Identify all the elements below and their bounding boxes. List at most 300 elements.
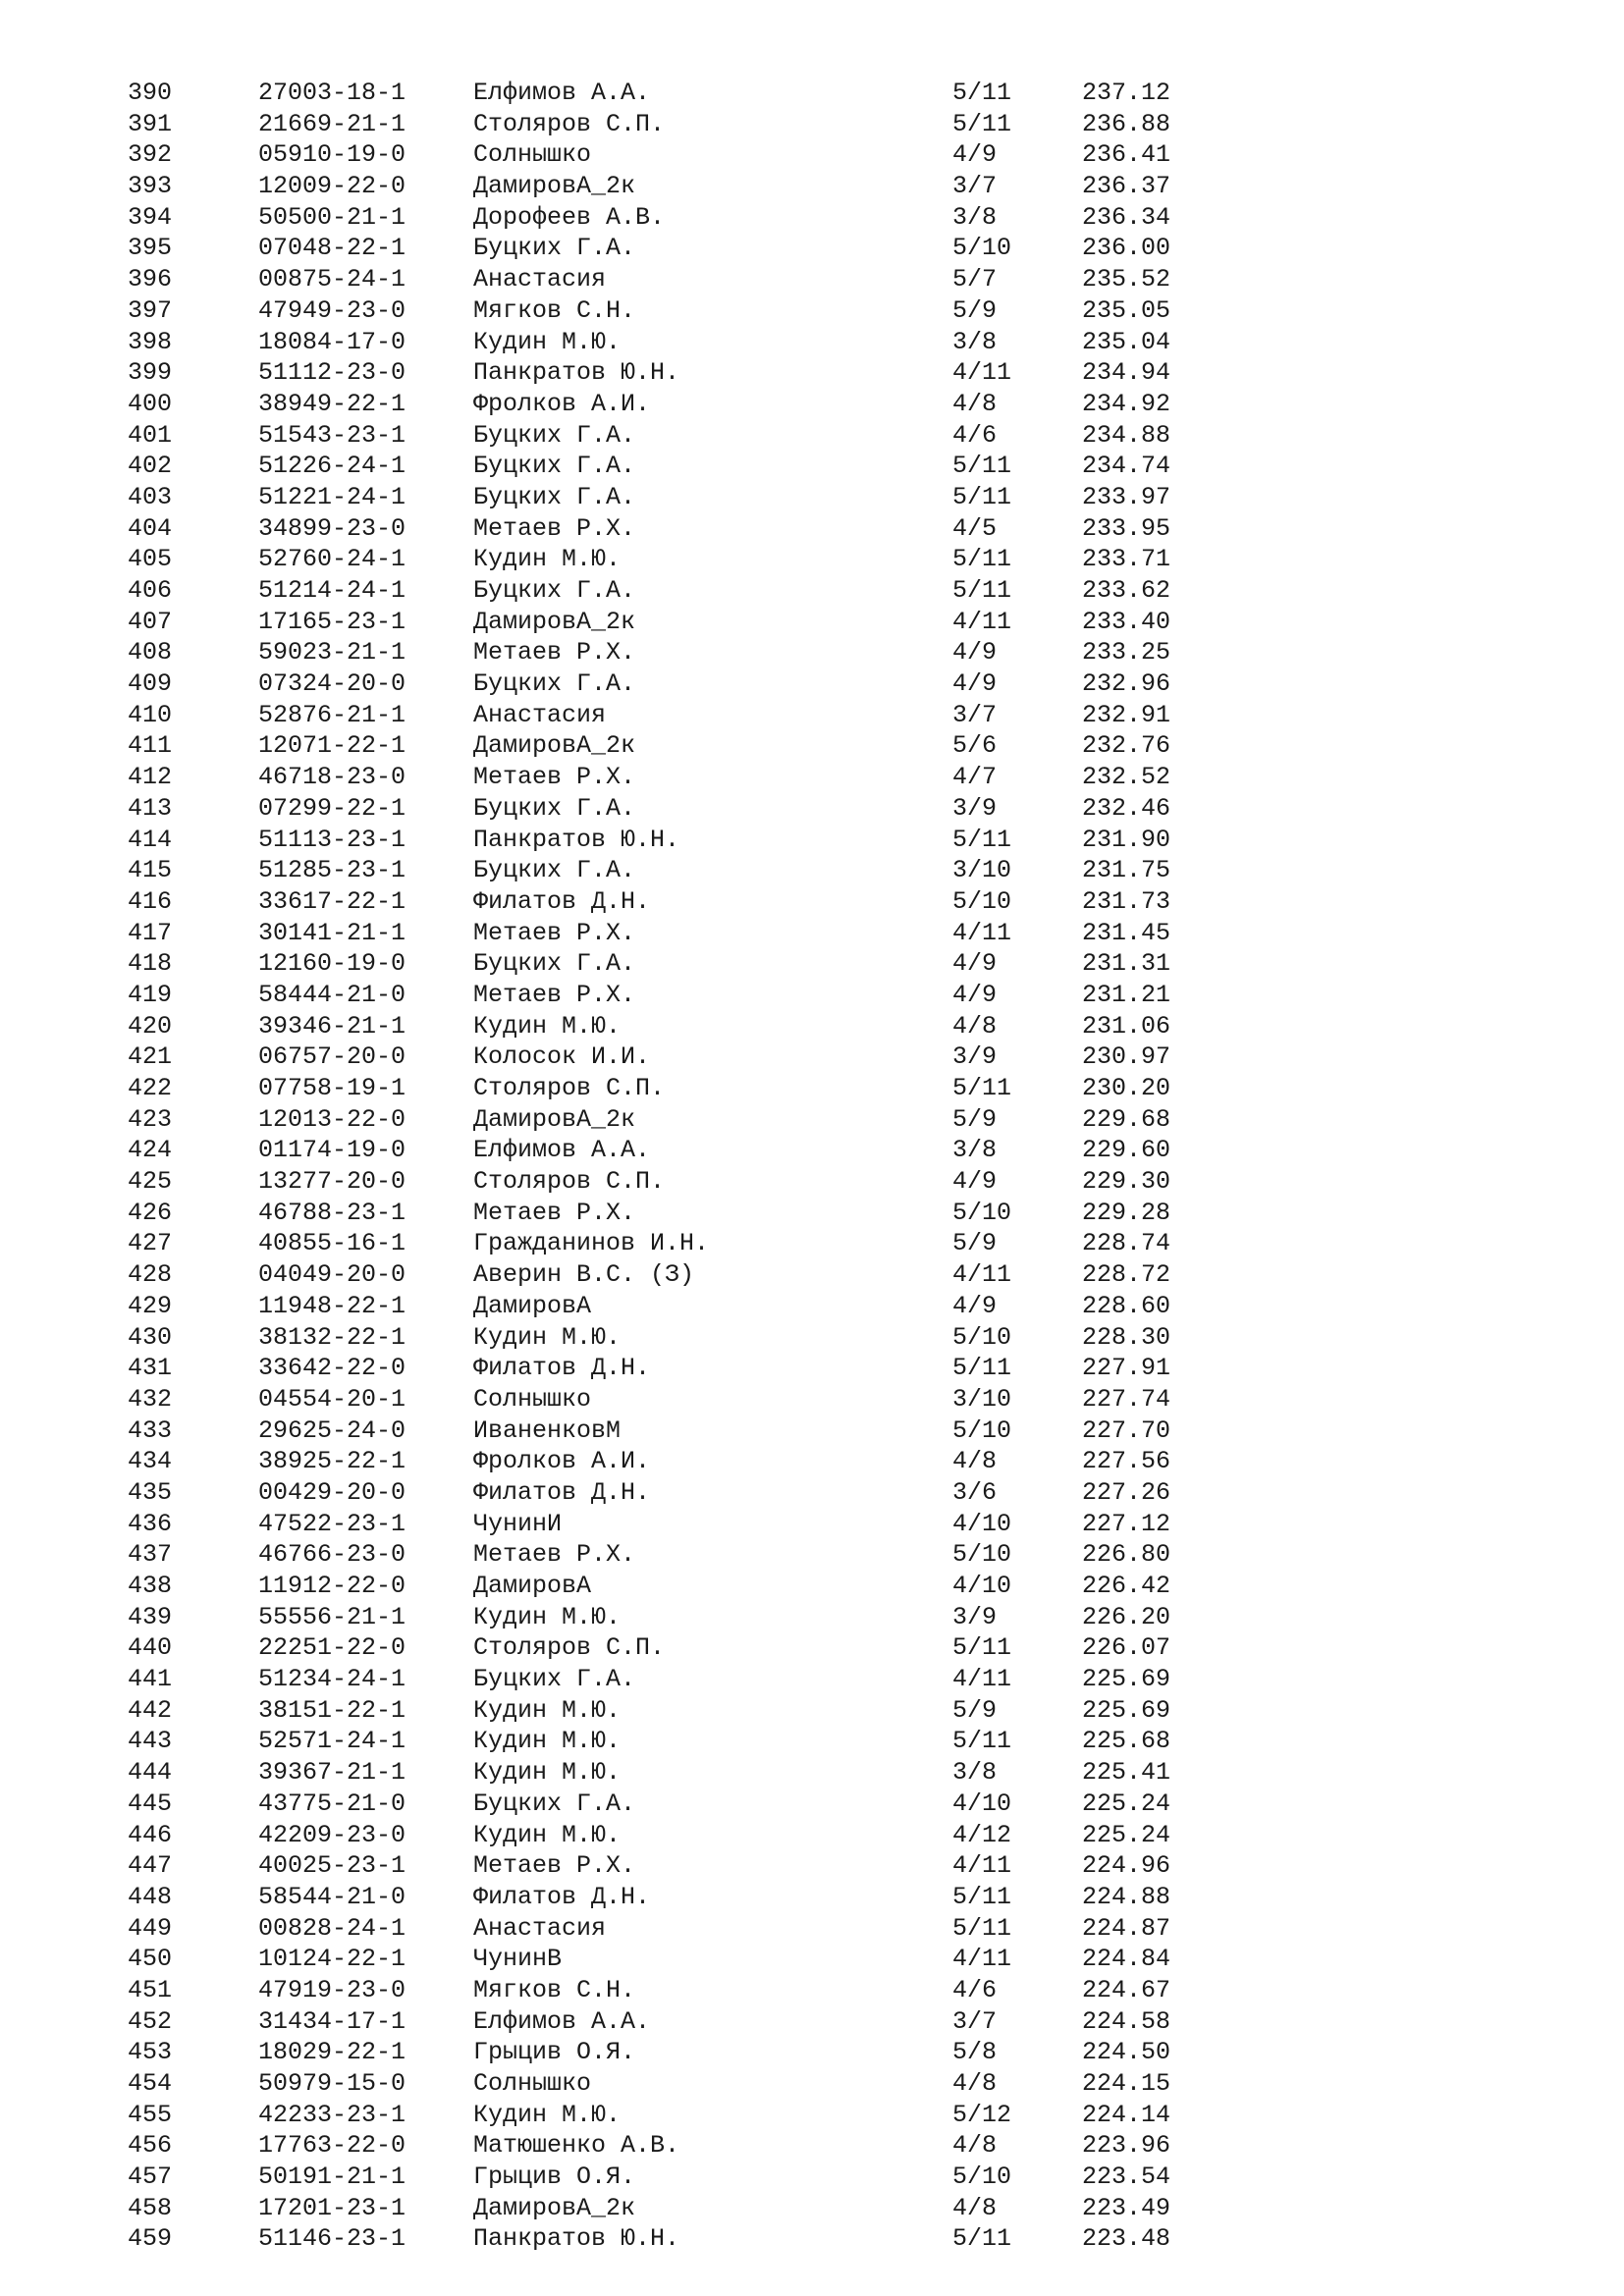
code-cell: 40855-16-1 [258,1229,406,1258]
name-cell: Метаев Р.Х. [473,918,636,947]
score-cell: 235.04 [1082,327,1171,356]
ratio-cell: 5/11 [952,1882,1012,1911]
rank-cell: 449 [128,1913,173,1943]
ratio-cell: 5/11 [952,1727,1012,1756]
name-cell: Метаев Р.Х. [473,1851,636,1881]
ratio-cell: 5/11 [952,576,1012,605]
name-cell: Мягков С.Н. [473,1975,636,2004]
rank-cell: 390 [128,79,173,107]
score-cell: 224.87 [1082,1913,1171,1943]
name-cell: Буцких Г.А. [473,856,636,885]
name-cell: Филатов Д.Н. [473,1354,651,1383]
rank-cell: 420 [128,1011,173,1041]
score-cell: 233.62 [1082,576,1171,605]
rank-cell: 451 [128,1975,173,2004]
score-cell: 229.68 [1082,1104,1171,1134]
name-cell: ЧунинИ [473,1509,563,1538]
ratio-cell: 3/10 [952,856,1012,885]
name-cell: Филатов Д.Н. [473,886,651,916]
name-cell: Грыцив О.Я. [473,2038,636,2067]
score-cell: 233.25 [1082,638,1171,667]
rank-cell: 408 [128,638,173,667]
ratio-cell: 4/9 [952,669,998,699]
score-cell: 223.54 [1082,2163,1171,2192]
name-cell: Кудин М.Ю. [473,1695,622,1725]
rank-cell: 426 [128,1198,173,1227]
name-cell: ДамировА_2к [473,172,636,201]
rank-cell: 411 [128,731,173,761]
rank-cell: 427 [128,1229,173,1258]
name-cell: Филатов Д.Н. [473,1477,651,1507]
ratio-cell: 5/10 [952,1198,1012,1227]
score-cell: 225.69 [1082,1665,1171,1694]
score-cell: 229.60 [1082,1136,1171,1165]
score-cell: 232.96 [1082,669,1171,699]
ratio-cell: 5/11 [952,1913,1012,1943]
ratio-cell: 4/9 [952,949,998,979]
score-cell: 226.42 [1082,1572,1171,1600]
score-cell: 231.06 [1082,1011,1171,1041]
score-cell: 226.07 [1082,1633,1171,1663]
code-cell: 46718-23-0 [258,763,406,792]
rank-cell: 399 [128,358,173,388]
rank-cell: 442 [128,1695,173,1725]
rank-cell: 441 [128,1665,173,1694]
code-cell: 51113-23-1 [258,825,406,854]
code-cell: 00429-20-0 [258,1477,406,1507]
rank-cell: 418 [128,949,173,979]
name-cell: ДамировА [473,1291,592,1320]
code-cell: 42233-23-1 [258,2100,406,2129]
ratio-cell: 5/10 [952,886,1012,916]
rank-cell: 433 [128,1415,173,1445]
rank-cell: 446 [128,1820,173,1849]
score-cell: 227.26 [1082,1477,1171,1507]
code-cell: 27003-18-1 [258,79,406,107]
code-cell: 51221-24-1 [258,482,406,511]
score-cell: 237.12 [1082,79,1171,107]
rank-cell: 405 [128,545,173,574]
score-cell: 231.45 [1082,918,1171,947]
code-cell: 50500-21-1 [258,202,406,232]
name-cell: Елфимов А.А. [473,1136,651,1165]
score-cell: 236.37 [1082,172,1171,201]
code-cell: 38132-22-1 [258,1322,406,1352]
code-cell: 46766-23-0 [258,1540,406,1570]
ratio-cell: 5/11 [952,825,1012,854]
rank-cell: 447 [128,1851,173,1881]
rank-cell: 454 [128,2069,173,2098]
rank-cell: 439 [128,1602,173,1631]
ratio-cell: 4/8 [952,2193,998,2222]
name-cell: Столяров С.П. [473,109,666,138]
ratio-cell: 5/11 [952,452,1012,481]
name-cell: ЧунинВ [473,1945,563,1974]
score-cell: 236.00 [1082,234,1171,263]
score-cell: 232.91 [1082,700,1171,729]
name-cell: Анастасия [473,1913,607,1943]
rank-cell: 401 [128,420,173,450]
code-cell: 12009-22-0 [258,172,406,201]
ratio-cell: 5/10 [952,1415,1012,1445]
score-cell: 230.97 [1082,1042,1171,1072]
rank-cell: 436 [128,1509,173,1538]
score-cell: 226.80 [1082,1540,1171,1570]
score-cell: 223.96 [1082,2131,1171,2161]
code-cell: 18084-17-0 [258,327,406,356]
code-cell: 07324-20-0 [258,669,406,699]
code-cell: 13277-20-0 [258,1167,406,1197]
ratio-cell: 3/8 [952,1758,998,1788]
code-cell: 52571-24-1 [258,1727,406,1756]
name-cell: Елфимов А.А. [473,2006,651,2036]
code-cell: 58444-21-0 [258,980,406,1009]
rank-cell: 400 [128,389,173,418]
rank-cell: 459 [128,2224,173,2254]
rank-cell: 434 [128,1447,173,1476]
code-cell: 17201-23-1 [258,2193,406,2222]
rank-cell: 406 [128,576,173,605]
code-cell: 52876-21-1 [258,700,406,729]
rank-cell: 415 [128,856,173,885]
ratio-cell: 4/6 [952,420,998,450]
rank-cell: 429 [128,1291,173,1320]
name-cell: Панкратов Ю.Н. [473,2224,680,2254]
ratio-cell: 3/8 [952,202,998,232]
rank-cell: 393 [128,172,173,201]
code-cell: 43775-21-0 [258,1789,406,1818]
ratio-cell: 4/9 [952,140,998,170]
rank-cell: 391 [128,109,173,138]
score-cell: 234.88 [1082,420,1171,450]
rank-cell: 419 [128,980,173,1009]
name-cell: Столяров С.П. [473,1167,666,1197]
name-cell: Буцких Г.А. [473,576,636,605]
name-cell: ДамировА [473,1572,592,1600]
name-cell: Кудин М.Ю. [473,1727,622,1756]
rank-cell: 424 [128,1136,173,1165]
score-cell: 225.69 [1082,1695,1171,1725]
ratio-cell: 4/9 [952,980,998,1009]
code-cell: 58544-21-0 [258,1882,406,1911]
score-cell: 228.60 [1082,1291,1171,1320]
ratio-cell: 4/11 [952,918,1012,947]
name-cell: Буцких Г.А. [473,234,636,263]
rank-cell: 409 [128,669,173,699]
name-cell: Гражданинов И.Н. [473,1229,710,1258]
name-cell: ДамировА_2к [473,2193,636,2222]
score-cell: 224.67 [1082,1975,1171,2004]
code-cell: 17763-22-0 [258,2131,406,2161]
code-cell: 39346-21-1 [258,1011,406,1041]
rank-cell: 448 [128,1882,173,1911]
name-cell: Метаев Р.Х. [473,638,636,667]
ratio-cell: 4/10 [952,1572,1012,1600]
ratio-cell: 4/8 [952,1011,998,1041]
score-cell: 231.21 [1082,980,1171,1009]
code-cell: 07299-22-1 [258,793,406,823]
ratio-cell: 5/7 [952,265,998,294]
ratio-cell: 4/12 [952,1820,1012,1849]
score-cell: 232.76 [1082,731,1171,761]
code-cell: 34899-23-0 [258,513,406,543]
rank-cell: 452 [128,2006,173,2036]
score-cell: 225.68 [1082,1727,1171,1756]
score-cell: 225.24 [1082,1789,1171,1818]
name-cell: Буцких Г.А. [473,949,636,979]
rank-cell: 402 [128,452,173,481]
ratio-cell: 5/10 [952,1540,1012,1570]
ratio-cell: 4/11 [952,1945,1012,1974]
score-cell: 233.97 [1082,482,1171,511]
rank-cell: 432 [128,1384,173,1414]
score-cell: 226.20 [1082,1602,1171,1631]
score-cell: 231.73 [1082,886,1171,916]
ratio-cell: 5/11 [952,1633,1012,1663]
score-cell: 224.84 [1082,1945,1171,1974]
code-cell: 31434-17-1 [258,2006,406,2036]
rank-cell: 414 [128,825,173,854]
ratio-cell: 5/9 [952,1104,998,1134]
score-cell: 224.14 [1082,2100,1171,2129]
name-cell: Кудин М.Ю. [473,327,622,356]
ratio-cell: 5/11 [952,79,1012,107]
ratio-cell: 4/9 [952,1291,998,1320]
rank-cell: 458 [128,2193,173,2222]
ratio-cell: 5/11 [952,482,1012,511]
name-cell: Кудин М.Ю. [473,1758,622,1788]
name-cell: Солнышко [473,1384,592,1414]
rank-cell: 423 [128,1104,173,1134]
ratio-cell: 4/5 [952,513,998,543]
code-cell: 29625-24-0 [258,1415,406,1445]
name-cell: Кудин М.Ю. [473,545,622,574]
code-cell: 51112-23-0 [258,358,406,388]
ratio-cell: 5/6 [952,731,998,761]
score-cell: 225.41 [1082,1758,1171,1788]
code-cell: 51226-24-1 [258,452,406,481]
ratio-cell: 4/8 [952,2131,998,2161]
code-cell: 50979-15-0 [258,2069,406,2098]
ratio-cell: 3/7 [952,172,998,201]
code-cell: 51234-24-1 [258,1665,406,1694]
ratio-cell: 4/11 [952,1851,1012,1881]
score-cell: 228.74 [1082,1229,1171,1258]
score-cell: 233.71 [1082,545,1171,574]
ratio-cell: 4/11 [952,607,1012,636]
rank-cell: 412 [128,763,173,792]
rank-cell: 416 [128,886,173,916]
ratio-cell: 5/10 [952,234,1012,263]
code-cell: 51214-24-1 [258,576,406,605]
ratio-cell: 3/9 [952,1042,998,1072]
code-cell: 12071-22-1 [258,731,406,761]
rank-cell: 450 [128,1945,173,1974]
rank-cell: 453 [128,2038,173,2067]
rank-cell: 404 [128,513,173,543]
ratio-cell: 5/11 [952,1074,1012,1102]
ratio-cell: 5/9 [952,295,998,325]
name-cell: Буцких Г.А. [473,420,636,450]
ratio-cell: 5/9 [952,1229,998,1258]
name-cell: Анастасия [473,265,607,294]
code-cell: 51543-23-1 [258,420,406,450]
score-cell: 235.05 [1082,295,1171,325]
code-cell: 12160-19-0 [258,949,406,979]
ratio-cell: 4/9 [952,638,998,667]
ratio-cell: 5/8 [952,2038,998,2067]
code-cell: 38925-22-1 [258,1447,406,1476]
rank-cell: 457 [128,2163,173,2192]
ratio-cell: 4/10 [952,1789,1012,1818]
code-cell: 59023-21-1 [258,638,406,667]
score-cell: 232.46 [1082,793,1171,823]
rank-cell: 445 [128,1789,173,1818]
name-cell: Матюшенко А.В. [473,2131,680,2161]
name-cell: Солнышко [473,2069,592,2098]
name-cell: Филатов Д.Н. [473,1882,651,1911]
score-cell: 236.88 [1082,109,1171,138]
ratio-cell: 4/7 [952,763,998,792]
code-cell: 46788-23-1 [258,1198,406,1227]
score-cell: 232.52 [1082,763,1171,792]
ratio-cell: 5/11 [952,109,1012,138]
name-cell: Метаев Р.Х. [473,763,636,792]
rank-cell: 455 [128,2100,173,2129]
name-cell: Грыцив О.Я. [473,2163,636,2192]
name-cell: Буцких Г.А. [473,793,636,823]
code-cell: 11948-22-1 [258,1291,406,1320]
name-cell: ДамировА_2к [473,731,636,761]
code-cell: 04049-20-0 [258,1260,406,1290]
rank-cell: 425 [128,1167,173,1197]
score-cell: 224.50 [1082,2038,1171,2067]
ratio-cell: 4/10 [952,1509,1012,1538]
code-cell: 07758-19-1 [258,1074,406,1102]
code-cell: 18029-22-1 [258,2038,406,2067]
ratio-cell: 3/9 [952,793,998,823]
score-cell: 233.95 [1082,513,1171,543]
ratio-cell: 3/8 [952,1136,998,1165]
code-cell: 05910-19-0 [258,140,406,170]
rank-cell: 443 [128,1727,173,1756]
ratio-cell: 3/9 [952,1602,998,1631]
rank-cell: 398 [128,327,173,356]
score-cell: 233.40 [1082,607,1171,636]
name-cell: Кудин М.Ю. [473,2100,622,2129]
name-cell: Фролков А.И. [473,1447,651,1476]
rank-cell: 403 [128,482,173,511]
ratio-cell: 5/11 [952,1354,1012,1383]
code-cell: 38949-22-1 [258,389,406,418]
name-cell: Буцких Г.А. [473,452,636,481]
rank-cell: 410 [128,700,173,729]
score-cell: 227.70 [1082,1415,1171,1445]
score-cell: 229.30 [1082,1167,1171,1197]
code-cell: 33617-22-1 [258,886,406,916]
name-cell: Дорофеев А.В. [473,202,666,232]
code-cell: 11912-22-0 [258,1572,406,1600]
ratio-cell: 4/6 [952,1975,998,2004]
name-cell: Колосок И.И. [473,1042,651,1072]
name-cell: Кудин М.Ю. [473,1011,622,1041]
code-cell: 22251-22-0 [258,1633,406,1663]
name-cell: Кудин М.Ю. [473,1602,622,1631]
score-cell: 227.74 [1082,1384,1171,1414]
name-cell: Панкратов Ю.Н. [473,825,680,854]
name-cell: Метаев Р.Х. [473,1198,636,1227]
code-cell: 50191-21-1 [258,2163,406,2192]
score-cell: 224.96 [1082,1851,1171,1881]
code-cell: 07048-22-1 [258,234,406,263]
code-cell: 21669-21-1 [258,109,406,138]
score-cell: 223.48 [1082,2224,1171,2254]
name-cell: ИваненковМ [473,1415,622,1445]
code-cell: 30141-21-1 [258,918,406,947]
code-cell: 40025-23-1 [258,1851,406,1881]
rank-cell: 413 [128,793,173,823]
name-cell: Столяров С.П. [473,1633,666,1663]
rank-cell: 407 [128,607,173,636]
name-cell: Метаев Р.Х. [473,980,636,1009]
rank-cell: 437 [128,1540,173,1570]
rank-cell: 440 [128,1633,173,1663]
code-cell: 38151-22-1 [258,1695,406,1725]
rank-cell: 394 [128,202,173,232]
score-cell: 234.74 [1082,452,1171,481]
name-cell: Мягков С.Н. [473,295,636,325]
code-cell: 10124-22-1 [258,1945,406,1974]
rank-cell: 421 [128,1042,173,1072]
score-cell: 231.90 [1082,825,1171,854]
ratio-cell: 4/9 [952,1167,998,1197]
ratio-cell: 5/9 [952,1695,998,1725]
score-cell: 223.49 [1082,2193,1171,2222]
ratio-cell: 3/6 [952,1477,998,1507]
name-cell: Кудин М.Ю. [473,1820,622,1849]
ratio-cell: 5/10 [952,1322,1012,1352]
name-cell: Буцких Г.А. [473,482,636,511]
ratio-cell: 5/11 [952,2224,1012,2254]
rank-cell: 430 [128,1322,173,1352]
code-cell: 39367-21-1 [258,1758,406,1788]
code-cell: 42209-23-0 [258,1820,406,1849]
name-cell: Метаев Р.Х. [473,513,636,543]
ratio-cell: 4/8 [952,1447,998,1476]
ratio-cell: 4/8 [952,389,998,418]
code-cell: 47949-23-0 [258,295,406,325]
ratio-cell: 4/8 [952,2069,998,2098]
score-cell: 224.15 [1082,2069,1171,2098]
score-cell: 229.28 [1082,1198,1171,1227]
code-cell: 33642-22-0 [258,1354,406,1383]
code-cell: 55556-21-1 [258,1602,406,1631]
score-cell: 234.94 [1082,358,1171,388]
code-cell: 51285-23-1 [258,856,406,885]
name-cell: Солнышко [473,140,592,170]
ratio-cell: 5/11 [952,545,1012,574]
score-cell: 231.75 [1082,856,1171,885]
name-cell: Аверин В.С. (З) [473,1260,695,1290]
code-cell: 12013-22-0 [258,1104,406,1134]
name-cell: Кудин М.Ю. [473,1322,622,1352]
name-cell: Буцких Г.А. [473,1789,636,1818]
name-cell: Буцких Г.А. [473,1665,636,1694]
ratio-cell: 3/10 [952,1384,1012,1414]
name-cell: ДамировА_2к [473,607,636,636]
ratio-cell: 5/12 [952,2100,1012,2129]
rank-cell: 435 [128,1477,173,1507]
